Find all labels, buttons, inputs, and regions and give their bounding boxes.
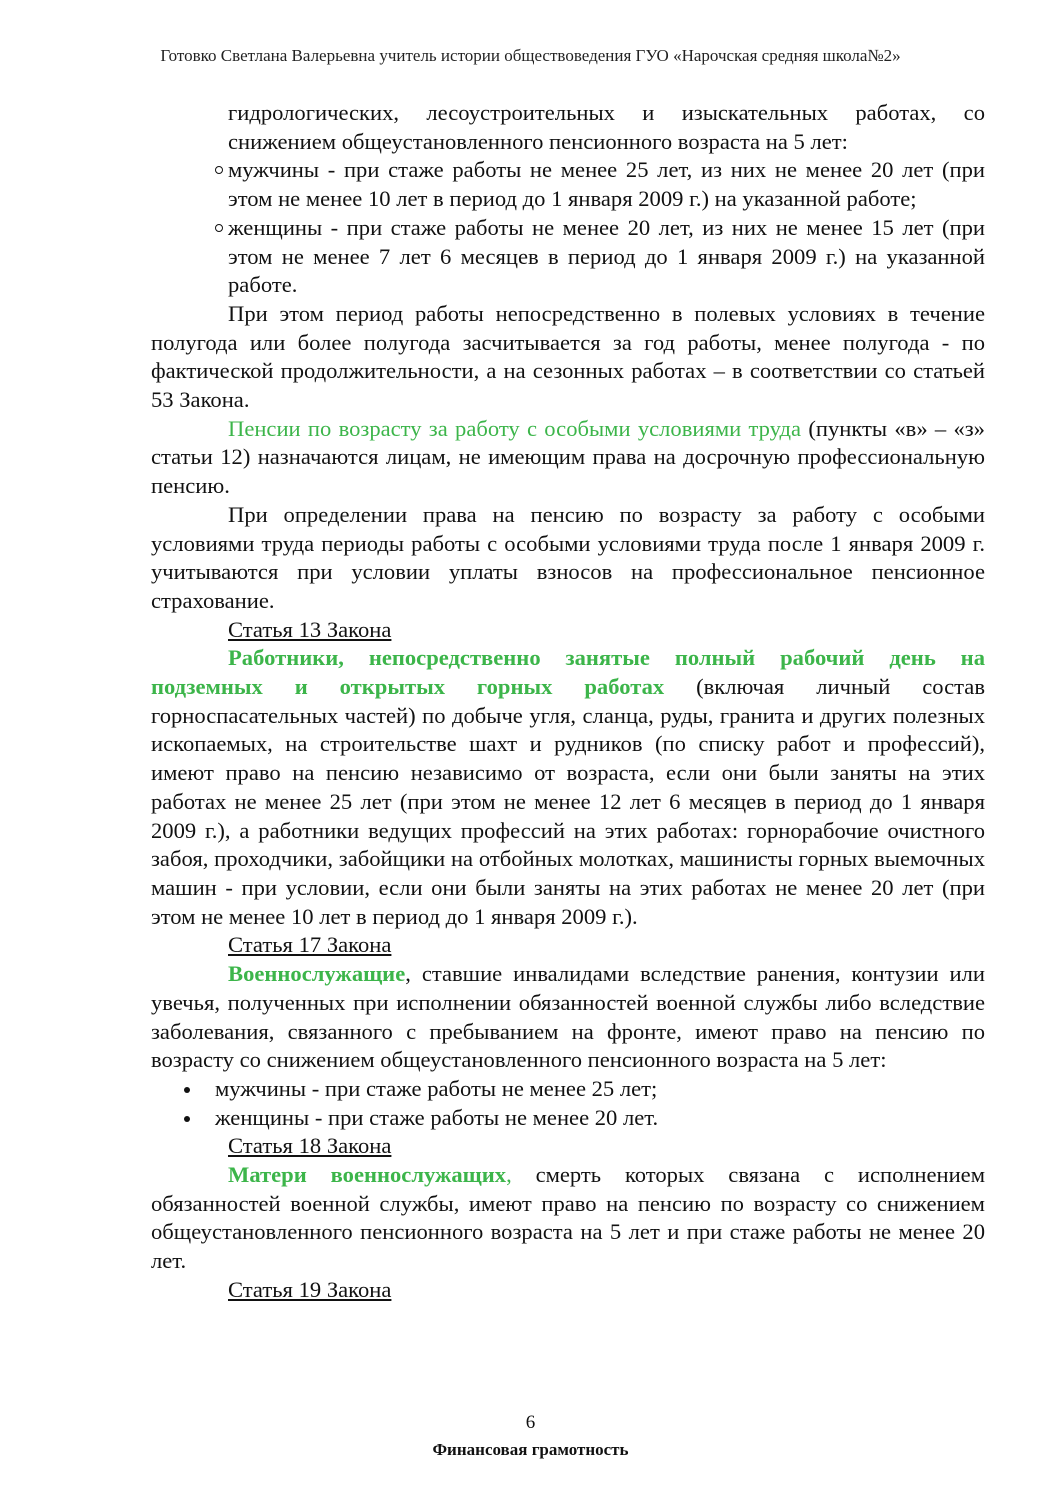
paragraph: Военнослужащие, ставшие инвалидами вследствие ранения, контузии или увечья, полученных при исполнении обязанностей военной службы либо вследствие заболевания, связанного с пребыванием на фронте, имеют право на пенсию по возрасту со снижением общеустановленного пенсионного возраста на 5 лет: — [151, 961, 985, 1073]
page-number: 6 — [525, 1412, 536, 1433]
article-reference: Статья 19 Закона — [228, 1276, 392, 1302]
highlight-text: Работники, непосредственно занятые полный рабочий день на подземных и открытых горных работах — [151, 645, 985, 700]
paragraph: Работники, непосредственно занятые полный рабочий день на подземных и открытых горных работах (включая личный состав горноспасательных частей) по добыче угля, сланца, руды, гранита и других полезных ископаемых, на строительстве шахт и рудников (по списку работ и профессий), имеют право на пенсию независимо от возраста, если они были заняты на этих работах не менее 25 лет (при этом не менее 12 лет 6 месяцев в период до 1 января 2009 г.), а работники ведущих профессий на этих работах: горнорабочие очистного забоя, проходчики, забойщики на отбойных молотках, машинисты горных выемочных машин - при условии, если они были заняты на этих работах не менее 20 лет (при этом не менее 10 лет в период до 1 января 2009 г.). — [151, 645, 985, 929]
list-item: мужчины - при стаже работы не менее 25 лет, из них не менее 20 лет (при этом не менее 10 лет в период до 1 января 2009 г.) на указанной работе; — [151, 156, 985, 213]
footer-title: Финансовая грамотность — [432, 1440, 629, 1459]
list-item: женщины - при стаже работы не менее 20 лет, из них не менее 15 лет (при этом не менее 7 лет 6 месяцев в период до 1 января 2009 г.) на указанной работе. — [151, 214, 985, 300]
highlight-text: Военнослужащие — [228, 961, 406, 987]
article-reference: Статья 13 Закона — [228, 616, 392, 642]
highlight-text: Пенсии по возрасту за работу с особыми условиями труда — [228, 415, 802, 441]
page-header: Готовко Светлана Валерьевна учитель истории обществоведения ГУО «Нарочская средняя школа№2» — [160, 46, 901, 65]
paragraph: При определении права на пенсию по возрасту за работу с особыми условиями труда периоды работы с особыми условиями труда после 1 января 2009 г. учитываются при условии уплаты взносов на профессиональное пенсионное страхование. — [151, 501, 985, 613]
paragraph: Пенсии по возрасту за работу с особыми условиями труда (пункты «в» – «з» статьи 12) назначаются лицам, не имеющим права на досрочную профессиональную пенсию. — [151, 415, 985, 499]
list-item: мужчины - при стаже работы не менее 25 лет; — [151, 1075, 985, 1104]
document-body — [151, 99, 985, 1305]
article-reference: Статья 17 Закона — [228, 932, 392, 958]
article-reference: Статья 18 Закона — [228, 1133, 392, 1159]
paragraph-continuation: гидрологических, лесоустроительных и изыскательных работах, со снижением общеустановленного пенсионного возраста на 5 лет: — [228, 100, 985, 154]
bullet-icon — [184, 1087, 190, 1093]
circle-bullet-icon — [215, 166, 223, 174]
highlight-text: Матери военнослужащих — [228, 1162, 507, 1188]
bullet-icon — [184, 1116, 190, 1122]
paragraph: При этом период работы непосредственно в полевых условиях в течение полугода или более полугода засчитывается за год работы, менее полугода - по фактической продолжительности, а на сезонных работах – в соответствии со статьей 53 Закона. — [151, 300, 985, 413]
paragraph: Матери военнослужащих, смерть которых связана с исполнением обязанностей военной службы, имеют право на пенсию по возрасту со снижением общеустановленного пенсионного возраста на 5 лет и при стаже работы не менее 20 лет. — [151, 1162, 985, 1274]
circle-bullet-icon — [215, 224, 223, 232]
list-item: женщины - при стаже работы не менее 20 лет. — [151, 1104, 985, 1133]
